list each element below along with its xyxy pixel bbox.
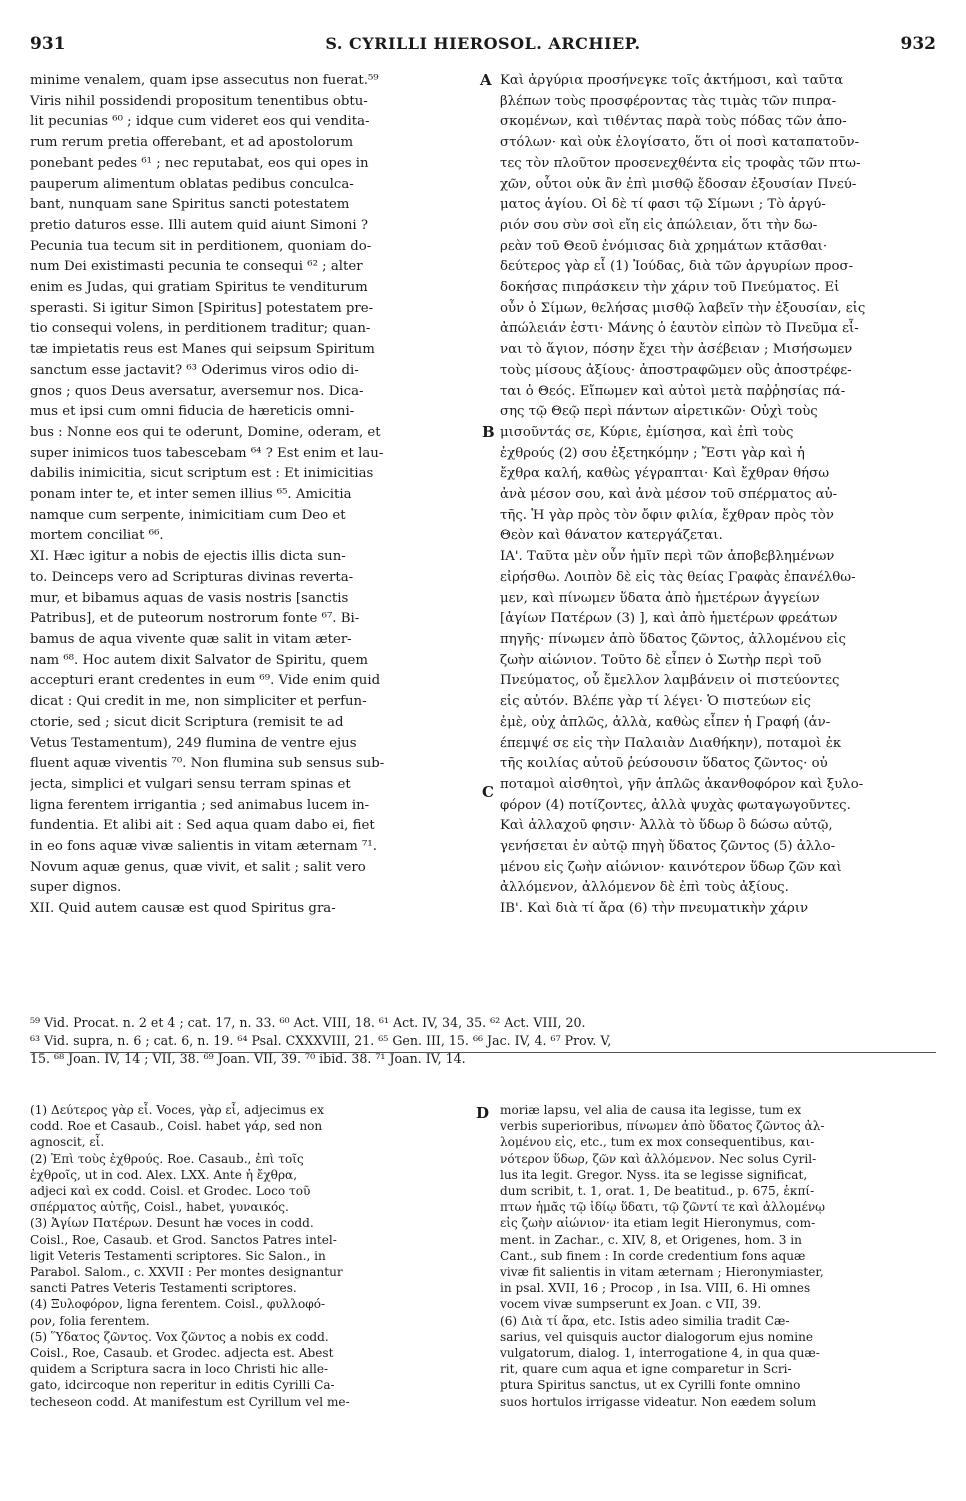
greek-text-line: ἀνὰ μέσον σου, καὶ ἀνὰ μέσον τοῦ σπέρματος αὐ- xyxy=(500,487,838,503)
latin-text-line: bus : Nonne eos qui te oderunt, Domine, oderam, et xyxy=(30,424,381,440)
greek-text-line: οὖν ὁ Σίμων, θελήσας μισθῷ λαβεῖν τὴν ἐξουσίαν, εἰς xyxy=(500,300,866,316)
note-line: verbis superioribus, πίνωμεν ἀπὸ ὕδατος ζῶντος ἀλ- xyxy=(500,1119,825,1134)
reference-line: 15. ⁶⁸ Joan. IV, 14 ; VII, 38. ⁶⁹ Joan. VII, 39. ⁷⁰ ibid. 38. ⁷¹ Joan. IV, 14. xyxy=(30,1051,466,1066)
reference-line: ⁶³ Vid. supra, n. 6 ; cat. 6, n. 19. ⁶⁴ Psal. CXXXVIII, 21. ⁶⁵ Gen. III, 15. ⁶⁶ Jac. IV, 4. ⁶⁷ Prov. V, xyxy=(30,1033,612,1048)
latin-text-line: XII. Quid autem causæ est quod Spiritus gra- xyxy=(30,901,336,917)
section-marker-b: B xyxy=(482,423,495,441)
reference-line: ⁵⁹ Vid. Procat. n. 2 et 4 ; cat. 17, n. 33. ⁶⁰ Act. VIII, 18. ⁶¹ Act. IV, 34, 35. ⁶² Act. VIII, 20. xyxy=(30,1015,586,1030)
note-line: suos hortulos irrigasse videatur. Non eædem solum xyxy=(500,1394,817,1409)
note-line: sancti Patres Veteris Testamenti scriptores. xyxy=(30,1281,297,1296)
latin-text-line: pauperum alimentum oblatas pedibus conculca- xyxy=(30,176,354,192)
page-number-right: 932 xyxy=(900,34,936,54)
latin-text-line: num Dei existimasti pecunia te consequi ⁶² ; alter xyxy=(30,259,363,275)
critical-notes-left xyxy=(30,1102,474,1410)
latin-text-line: minime venalem, quam ipse assecutus non fuerat.⁵⁹ xyxy=(30,73,379,88)
latin-text-line: dicat : Qui credit in me, non simpliciter et perfun- xyxy=(30,694,367,710)
latin-text-line: namque cum serpente, inimicitiam cum Deo et xyxy=(30,507,346,523)
note-line: techeseon codd. At manifestum est Cyrillum vel me- xyxy=(30,1394,350,1409)
greek-text-line: ΙΑ'. Ταῦτα μὲν οὖν ἡμῖν περὶ τῶν ἀποβεβλημένων xyxy=(500,549,835,565)
latin-text-line: Vetus Testamentum), 249 flumina de ventre ejus xyxy=(30,735,357,751)
greek-text-line: γενήσεται ἐν αὐτῷ πηγὴ ὕδατος ζῶντος (5) ἀλλο- xyxy=(500,839,836,855)
latin-text-line: bant, nunquam sane Spiritus sancti potestatem xyxy=(30,197,350,213)
latin-text-line: gnos ; quos Deus aversatur, aversemur nos. Dica- xyxy=(30,383,364,399)
note-line: λομένου εἰς, etc., tum ex mox consequentibus, και- xyxy=(500,1135,815,1150)
greek-text-line: τες τὸν πλοῦτον προσενεχθέντα εἰς τροφὰς τῶν πτω- xyxy=(500,155,861,171)
running-title: S. CYRILLI HIEROSOL. ARCHIEP. xyxy=(325,34,641,53)
greek-text-line: ἐχθρούς (2) σου ἐξετηκόμην ; Ἔστι γὰρ καὶ ἡ xyxy=(500,445,805,461)
note-line: ἐχθροῖς, ut in cod. Alex. LXX. Ante ἡ ἔχθρα, xyxy=(30,1167,298,1182)
note-line: vulgatorum, dialog. 1, interrogatione 4, in qua quæ- xyxy=(500,1346,820,1361)
greek-text-line: ναι τὸ ἅγιον, πόσην ἔχει τὴν ἀσέβειαν ; Μισήσωμεν xyxy=(500,342,853,358)
note-line: Coisl., Roe, Casaub. et Grodec. adjecta est. Abest xyxy=(30,1346,334,1361)
note-line: (3) Ἁγίων Πατέρων. Desunt hæ voces in codd. xyxy=(30,1216,314,1231)
note-line: (2) Ἐπὶ τοὺς ἐχθρούς. Roe. Casaub., ἐπὶ τοῖς xyxy=(30,1151,304,1166)
section-marker-c: C xyxy=(482,783,494,801)
greek-text-line: ματος ἁγίου. Οἱ δὲ τί φασι τῷ Σίμωνι ; Τὸ ἀργύ- xyxy=(500,197,826,213)
latin-text-line: sperasti. Si igitur Simon [Spiritus] potestatem pre- xyxy=(30,300,374,316)
page-header xyxy=(30,34,936,60)
latin-column xyxy=(30,71,474,920)
greek-text-line: δεύτερος γὰρ εἶ (1) Ἰούδας, διὰ τῶν ἀργυρίων προσ- xyxy=(500,259,854,275)
latin-text-line: Viris nihil possidendi propositum tenentibus obtu- xyxy=(30,93,368,109)
latin-text-line: super dignos. xyxy=(30,880,122,896)
latin-text-line: ponam inter te, et inter semen illius ⁶⁵. Amicitia xyxy=(30,487,352,503)
greek-text-line: [ἁγίων Πατέρων (3) ], καὶ ἀπὸ ἡμετέρων φρεάτων xyxy=(500,611,838,627)
note-line: ptura Spiritus sanctus, ut ex Cyrilli fonte omnino xyxy=(500,1378,801,1393)
note-line: Coisl., Roe, Casaub. et Grod. Sanctos Patres intel- xyxy=(30,1232,337,1247)
greek-text-line: σης τῷ Θεῷ περὶ πάντων αἱρετικῶν· Οὐχὶ τοὺς xyxy=(500,404,818,420)
greek-text-line: εἰρήσθω. Λοιπὸν δὲ εἰς τὰς θείας Γραφὰς ἐπανέλθω- xyxy=(500,569,856,585)
note-line: moriæ lapsu, vel alia de causa ita legisse, tum ex xyxy=(500,1103,802,1117)
section-marker-a: A xyxy=(480,71,492,89)
note-line: codd. Roe et Casaub., Coisl. habet γάρ, sed non xyxy=(30,1119,323,1134)
greek-text-line: τῆς. Ἡ γὰρ πρὸς τὸν ὄφιν φιλία, ἔχθραν πρὸς τὸν xyxy=(500,507,834,523)
note-line: vocem vivæ sumpserunt ex Joan. c VII, 39. xyxy=(500,1297,762,1312)
note-line: gato, idcircoque non reperitur in editis Cyrilli Ca- xyxy=(30,1378,335,1393)
greek-text-line: ἐμὲ, οὐχ ἁπλῶς, ἀλλὰ, καθὼς εἶπεν ἡ Γραφή (ἀν- xyxy=(500,714,831,730)
note-line: νότερον ὕδωρ, ζῶν καὶ ἀλλόμενον. Nec solus Cyril- xyxy=(500,1151,817,1166)
latin-text-line: to. Deinceps vero ad Scripturas divinas reverta- xyxy=(30,569,354,585)
latin-text-line: jecta, simplici et vulgari sensu terram spinas et xyxy=(30,776,351,792)
critical-notes-right xyxy=(500,1102,936,1410)
latin-text-line: fundentia. Et alibi ait : Sed aqua quam dabo ei, fiet xyxy=(30,818,375,834)
greek-text-line: εἰς αὐτόν. Βλέπε γὰρ τί λέγει· Ὁ πιστεύων εἰς xyxy=(500,694,811,710)
latin-text-line: accepturi erant credentes in eum ⁶⁹. Vide enim quid xyxy=(30,673,381,689)
greek-text-line: χῶν, οὗτοι οὐκ ἂν ἐπὶ μισθῷ ἔδοσαν ἐξουσίαν Πνεύ- xyxy=(500,176,857,192)
latin-text-line: dabilis inimicitia, sicut scriptum est : Et inimicitias xyxy=(30,466,374,482)
note-line: ligit Veteris Testamenti scriptores. Sic Salon., in xyxy=(30,1248,326,1263)
greek-text-line: ΙΒ'. Καὶ διὰ τί ἄρα (6) τὴν πνευματικὴν χάριν xyxy=(500,901,809,917)
note-line: adjeci καὶ ex codd. Coisl. et Grodec. Loco τοῦ xyxy=(30,1184,311,1199)
latin-text-line: ligna ferentem irrigantia ; sed animabus lucem in- xyxy=(30,797,370,813)
latin-text-line: enim es Judas, qui gratiam Spiritus te venditurum xyxy=(30,280,368,296)
page-number-left: 931 xyxy=(30,34,66,54)
note-line: Parabol. Salom., c. XXVII : Per montes designantur xyxy=(30,1265,343,1280)
latin-text-line: ponebant pedes ⁶¹ ; nec reputabat, eos qui opes in xyxy=(30,155,369,171)
greek-text-line: ται ὁ Θεός. Εἴπωμεν καὶ αὐτοὶ μετὰ παῤῥησίας πά- xyxy=(500,383,846,399)
note-line: (6) Διὰ τί ἄρα, etc. Istis adeo similia tradit Cæ- xyxy=(500,1313,790,1328)
latin-text-line: tio consequi volens, in perditionem traditur; quan- xyxy=(30,321,371,337)
greek-text-line: ποταμοὶ αἰσθητοὶ, γῆν ἁπλῶς ἀκανθοφόρον καὶ ξυλο- xyxy=(500,776,864,792)
greek-text-line: μεν, καὶ πίνωμεν ὕδατα ἀπὸ ἡμετέρων ἀγγείων xyxy=(500,590,820,606)
greek-text-line: βλέπων τοὺς προσφέροντας τὰς τιμὰς τῶν πιπρα- xyxy=(500,93,837,109)
note-line: (4) Ξυλοφόρον, ligna ferentem. Coisl., φυλλοφό- xyxy=(30,1297,326,1312)
greek-column xyxy=(500,71,936,920)
note-line: sarius, vel quisquis auctor dialogorum ejus nomine xyxy=(500,1329,814,1344)
greek-text-line: μισοῦντάς σε, Κύριε, ἐμίσησα, καὶ ἐπὶ τοὺς xyxy=(500,424,794,440)
greek-text-line: στόλων· καὶ οὐκ ἐλογίσατο, ὅτι οἱ ποσὶ καταπατοῦν- xyxy=(500,135,860,151)
latin-text-line: mortem conciliat ⁶⁶. xyxy=(30,528,164,544)
note-line: ρον, folia ferentem. xyxy=(30,1313,150,1328)
latin-text-line: rum rerum pretia offerebant, et ad apostolorum xyxy=(30,135,354,151)
greek-text-line: τῆς κοιλίας αὐτοῦ ῥεύσουσιν ὕδατος ζῶντος· οὐ xyxy=(500,756,828,772)
note-line: agnoscit, εἶ. xyxy=(30,1135,105,1150)
greek-text-line: δοκήσας πιπράσκειν τὴν χάριν τοῦ Πνεύματος. Εἰ xyxy=(500,280,840,296)
greek-text-line: φόρον (4) ποτίζοντες, ἀλλὰ ψυχὰς φωταγωγοῦντες. xyxy=(500,797,851,813)
latin-text-line: sanctum esse jactavit? ⁶³ Oderimus viros odio di- xyxy=(30,362,359,378)
greek-text-line: ζωὴν αἰώνιον. Τοῦτο δὲ εἶπεν ὁ Σωτὴρ περὶ τοῦ xyxy=(500,652,822,668)
greek-text-line: Καὶ ἀργύρια προσήνεγκε τοῖς ἀκτήμοσι, καὶ ταῦτα xyxy=(500,73,844,88)
note-line: rit, quare cum aqua et igne comparetur in Scri- xyxy=(500,1362,792,1377)
greek-text-line: ἔχθρα καλή, καθὼς γέγραπται· Καὶ ἔχθραν θήσω xyxy=(500,466,830,482)
greek-text-line: σκομένων, καὶ τιθέντας παρὰ τοὺς πόδας τῶν ἀπο- xyxy=(500,114,847,130)
latin-text-line: super inimicos tuos tabescebam ⁶⁴ ? Est enim et lau- xyxy=(30,445,384,461)
latin-text-line: lit pecunias ⁶⁰ ; idque cum videret eos qui vendita- xyxy=(30,114,370,130)
greek-text-line: μένου εἰς ζωὴν αἰώνιον· καινότερον ὕδωρ ζῶν καὶ xyxy=(500,859,842,875)
greek-text-line: τοὺς μίσους ἀξίους· ἀποστραφῶμεν οὓς ἀποστρέφε- xyxy=(500,362,852,378)
greek-text-line: ἀπώλειάν ἐστι· Μάνης ὁ ἑαυτὸν εἰπὼν τὸ Πνεῦμα εἶ- xyxy=(500,321,859,337)
note-line: πτων ἡμᾶς τῷ ἰδίῳ ὕδατι, τῷ ζῶντί τε καὶ ἀλλομένῳ xyxy=(500,1200,826,1215)
greek-text-line: Θεὸν καὶ θάνατον κατεργάζεται. xyxy=(500,528,723,544)
latin-text-line: mur, et bibamus aquas de vasis nostris [sanctis xyxy=(30,590,349,606)
note-line: ment. in Zachar., c. XIV, 8, et Origenes, hom. 3 in xyxy=(500,1232,802,1247)
greek-text-line: ἀλλόμενον, ἀλλόμενον δὲ ἐπὶ τοὺς ἀξίους. xyxy=(500,880,789,896)
note-line: dum scribit, t. 1, orat. 1, De beatitud., p. 675, ἐκπί- xyxy=(500,1184,815,1199)
section-marker-d: D xyxy=(476,1104,490,1122)
latin-text-line: tæ impietatis reus est Manes qui seipsum Spiritum xyxy=(30,342,375,358)
latin-text-line: pretio daturos esse. Illi autem quid aiunt Simoni ? xyxy=(30,217,369,233)
greek-text-line: Πνεύματος, οὗ ἔμελλον λαμβάνειν οἱ πιστεύοντες xyxy=(500,673,840,689)
note-line: quidem a Scriptura sacra in loco Christi hic alle- xyxy=(30,1362,329,1377)
note-line: lus ita legit. Gregor. Nyss. ita se legisse significat, xyxy=(500,1167,808,1182)
latin-text-line: XI. Hæc igitur a nobis de ejectis illis dicta sun- xyxy=(30,549,346,565)
latin-text-line: Patribus], et de puteorum nostrorum fonte ⁶⁷. Bi- xyxy=(30,611,360,627)
greek-text-line: πηγῆς· πίνωμεν ἀπὸ ὕδατος ζῶντος, ἀλλομένου εἰς xyxy=(500,631,847,647)
footnote-divider xyxy=(30,1052,936,1053)
latin-text-line: in eo fons aquæ vivæ salientis in vitam æternam ⁷¹. xyxy=(30,839,377,855)
note-line: vivæ fit salientis in vitam æternam ; Hieronymiaster, xyxy=(500,1265,824,1280)
greek-text-line: ριόν σου σὺν σοὶ εἴη εἰς ἀπώλειαν, ὅτι τὴν δω- xyxy=(500,217,818,233)
latin-text-line: bamus de aqua vivente quæ salit in vitam æter- xyxy=(30,631,352,647)
scripture-references xyxy=(30,1014,936,1068)
note-line: Cant., sub finem : In corde credentium fons aquæ xyxy=(500,1248,806,1263)
note-line: εἰς ζωὴν αἰώνιον· ita etiam legit Hieronymus, com- xyxy=(500,1216,816,1231)
note-line: (1) Δεύτερος γὰρ εἶ. Voces, γὰρ εἶ, adjecimus ex xyxy=(30,1103,324,1117)
note-line: in psal. XVII, 16 ; Procop , in Isa. VIII, 6. Hi omnes xyxy=(500,1281,811,1296)
latin-text-line: nam ⁶⁸. Hoc autem dixit Salvator de Spiritu, quem xyxy=(30,652,369,668)
note-line: σπέρματος αὐτῆς, Coisl., habet, γυναικός. xyxy=(30,1200,289,1215)
latin-text-line: Pecunia tua tecum sit in perditionem, quoniam do- xyxy=(30,238,372,254)
greek-text-line: Καὶ ἀλλαχοῦ φησιν· Ἀλλὰ τὸ ὕδωρ ὃ δώσω αὐτῷ, xyxy=(500,818,833,834)
note-line: (5) Ὕδατος ζῶντος. Vox ζῶντος a nobis ex codd. xyxy=(30,1329,329,1344)
latin-text-line: ctorie, sed ; sicut dicit Scriptura (remisit te ad xyxy=(30,714,344,730)
latin-text-line: Novum aquæ genus, quæ vivit, et salit ; salit vero xyxy=(30,859,366,875)
latin-text-line: mus et ipsi cum omni fiducia de hæreticis omni- xyxy=(30,404,355,420)
greek-text-line: έπεμψέ σε εἰς τὴν Παλαιὰν Διαθήκην), ποταμοὶ ἐκ xyxy=(500,735,842,751)
latin-text-line: fluent aquæ viventis ⁷⁰. Non flumina sub sensus sub- xyxy=(30,756,385,772)
greek-text-line: ρεὰν τοῦ Θεοῦ ἐνόμισας διὰ χρημάτων κτᾶσθαι· xyxy=(500,238,828,254)
